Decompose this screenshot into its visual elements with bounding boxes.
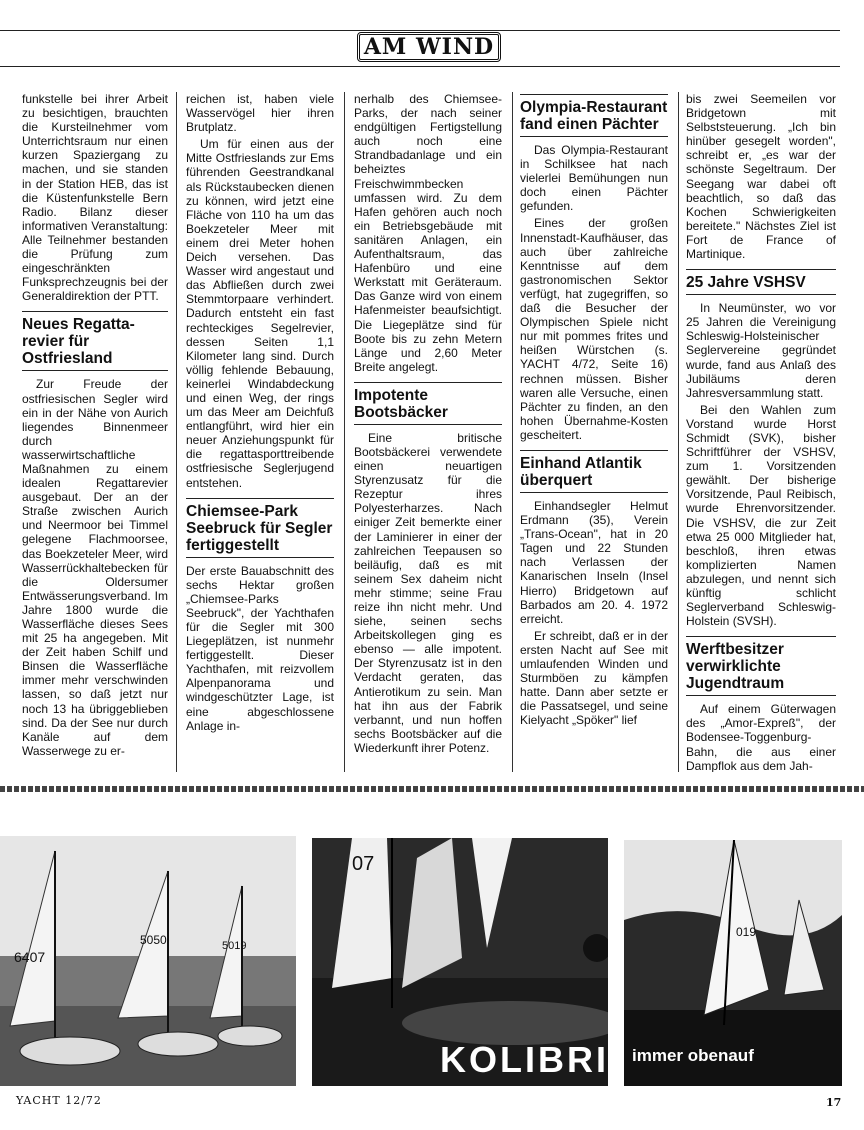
article-paragraph: In Neumünster, wo vor 25 Jahren die Vereinigung Schleswig-Holsteinischer Seglervereine gegründet wurde, fand aus Anlaß des Jubiläums deren Jahresversammlung statt. (686, 301, 836, 400)
text-column-4 (520, 92, 668, 772)
ad-slogan: immer obenauf (632, 1046, 754, 1065)
sail-number-07: 07 (352, 853, 375, 875)
column-divider (512, 92, 513, 772)
article-headline: Einhand Atlantik überquert (520, 450, 668, 493)
page-number: 17 (826, 1096, 842, 1109)
text-column-5 (686, 92, 836, 772)
article-headline: Neues Regatta-revier für Ostfriesland (22, 311, 168, 371)
article-paragraph: Eines der großen Innenstadt-Kaufhäuser, das auch über zahlreiche Kenntnisse auf dem gastronomischen Sektor verfügt, hat zugegriffen, so daß die Besucher der Olympischen Spiele nicht nur mit pommes frites und heißen Würstchen (s. YACHT 4/72, Seite 16) rechnen müssen. Bisher waren alle Versuche, einen Pächter zu finden, an den hohen Übernahme-Kosten gescheitert. (520, 216, 668, 442)
article-paragraph: reichen ist, haben viele Wasservögel hier ihren Brutplatz. (186, 92, 334, 135)
article-paragraph: Der erste Bauabschnitt des sechs Hektar großen „Chiemsee-Parks Seebruck", der Yachthafen für die Segler mit 300 Liegeplätzen, ist nunmehr fertiggestellt. Dieser Yachthafen, mit reizvollem Alpenpanorama und windgeschützter Lage, ist eine abgeschlossene Anlage in- (186, 563, 334, 733)
header-rule-top (0, 30, 840, 31)
article-headline: Impotente Bootsbäcker (354, 382, 502, 425)
sail-number-6407: 6407 (14, 949, 46, 965)
article-paragraph: Um für einen aus der Mitte Ostfrieslands zur Ems führenden Geestrandkanal als Rückstaubecken dienen zu können, wird jetzt eine Fläche von 110 ha um das Boekzeteler Meer mit einem drei Meter hohen Deich versehen. Das Wasser wird angestaut und das Abfließen durch zwei Stemmtorpaare verhindert. Dadurch entsteht ein fast rechteckiges Segelrevier, dessen Seiten 1,1 Kilometer lang sind. Durch völlig fehlende Bebauung, keinerlei Windabdeckung und einen Weg, der rings um das Meer am Deichfuß entlangführt, wird hier ein neuer Anziehungspunkt für die regattasporttreibende ostfriesische Seglerjugend entstehen. (186, 137, 334, 490)
article-paragraph: Bei den Wahlen zum Vorstand wurde Horst Schmidt (SVK), bisher Schriftführer der VSHSV, zum 1. Vorsitzenden gewählt. Der bisherige Vorsitzende, Paul Reibisch, wurde Ehrenvorsitzender. Die VSHSV, die zur Zeit etwa 25 000 Mitglieder hat, beschloß, ihren etwas komplizierten Namen abzulegen, und nennt sich künftig schlicht Seglerverband Schleswig-Holstein (SVSH). (686, 402, 836, 629)
text-column-1 (22, 92, 168, 772)
column-divider (176, 92, 177, 772)
ad-photo-dinghies-beach (0, 836, 296, 1086)
sail-number-019: 019 (736, 925, 757, 939)
text-column-2 (186, 92, 334, 772)
article-headline: 25 Jahre VSHSV (686, 269, 836, 295)
article-paragraph: Einhandsegler Helmut Erdmann (35), Verein „Trans-Ocean", hat in 20 Tagen und 22 Stunden nach Verlassen der Kanarischen Inseln (Insel Hierro) Bridgetown auf Barbados am 20. 4. 1972 erreicht. (520, 498, 668, 626)
article-paragraph: Er schreibt, daß er in der ersten Nacht auf See mit umlaufenden Winden und Sturmböen zu kämpfen hatte. Dann aber setzte er die Passatsegel, und seine Kielyacht „Spöker" lief (520, 628, 668, 728)
article-paragraph: nerhalb des Chiemsee-Parks, der nach seiner endgültigen Fertigstellung auch noch eine Strandbadanlage und ein beheiztes Freischwimmbecken umfassen wird. Zu dem Hafen gehören auch noch ein Betriebsgebäude mit sanitären Anlagen, ein Aufenthaltsraum, das Hafenbüro und eine Werkstatt mit Geräteraum. Das Ganze wird von einem Hafenmeister beaufsichtigt. Die Liegeplätze sind für Boote bis zu zehn Metern Länge und 2,60 Meter Breite angelegt. (354, 92, 502, 374)
sail-number-5019: 5019 (222, 940, 247, 952)
article-paragraph: Zur Freude der ostfriesischen Segler wird ein in der Nähe von Aurich liegendes Binnenmeer durch wasserwirtschaftliche Maßnahmen zu einem idealen Regattarevier ausgebaut. Der an der Straße zwischen Aurich und Neermoor bei Timmel gelegene Flachmoorsee, das Boekzeteler Meer, wird Wasserrückhaltebecken für die Oldersumer Entwässerungsverband. Im Jahre 1800 wurde die Wasserfläche dieses Sees mit 25 ha angegeben. Mit der Zeit haben Schilf und Binsen die Wasserfläche immer mehr verschwinden lassen, so daß jetzt nur noch 13 ha übriggeblieben sind. Da der See nur durch Kanäle auf dem Wasserwege zu er- (22, 377, 168, 758)
article-paragraph: Auf einem Güterwagen des „Amor-Expreß", der Bodensee-Toggenburg-Bahn, die aus einer Dampflok aus dem Jah- (686, 702, 836, 772)
sail-number-5050: 5050 (140, 933, 167, 947)
article-headline: Olympia-Restaurant fand einen Pächter (520, 94, 668, 137)
magazine-issue: YACHT 12/72 (16, 1094, 102, 1107)
section-masthead: AM WIND (357, 32, 501, 62)
ad-separator (0, 786, 864, 792)
article-headline: Chiemsee-Park Seebruck für Segler fertiggestellt (186, 498, 334, 558)
article-paragraph: Das Olympia-Restaurant in Schilksee hat nach vielerlei Bemühungen nun doch einen Pächter gefunden. (520, 143, 668, 214)
header-rule-bottom (0, 66, 840, 67)
article-paragraph: Eine britische Bootsbäckerei verwendete einen neuartigen Styrenzusatz für die Rezeptur ihres Polyesterharzes. Nach einiger Zeit bemerkte einer der Laminierer in einer der zahlreichen Teepausen so beiläufig, daß es mit seinem Sex daheim nicht mehr stimme; seine Frau reize ihn nicht mehr. Und siehe, seinen sechs Arbeitskollegen ging es ebenso — alle impotent. Der Styrenzusatz ist in den Verdacht geraten, das Antierotikum zu sein. Man hat ihn aus der Fabrik verbannt, und nun hoffen sechs Bootsbäcker auf die Wiederkunft ihrer Potenz. (354, 430, 502, 755)
article-headline: Werftbesitzer verwirklichte Jugendtraum (686, 636, 836, 696)
column-divider (344, 92, 345, 772)
column-divider (678, 92, 679, 772)
article-paragraph: bis zwei Seemeilen vor Bridgetown mit Selbststeuerung. „Ich bin hinüber gesegelt worden", schreibt er, „es war der schönste Segeltraum. Der Seegang war dabei oft beachtlich, so daß das Kochen Schwierigkeiten bereitete." Nächstes Ziel ist Fort de France of Martinique. (686, 92, 836, 262)
ad-brand-kolibri: KOLIBRI (440, 1039, 609, 1080)
text-column-3 (354, 92, 502, 772)
article-paragraph: funkstelle bei ihrer Arbeit zu besichtigen, brauchten die Kursteilnehmer vom Unterrichtsraum nur einen kurzen Spaziergang zu machen, und sie standen in der Station HEB, das ist die Küstenfunkstelle Bern Radio. Bilanz dieser informativen Veranstaltung: Alle Teilnehmer bestanden die Prüfung zum eingeschränkten Funksprechzeugnis bei der Generaldirektion der PTT. (22, 92, 168, 304)
